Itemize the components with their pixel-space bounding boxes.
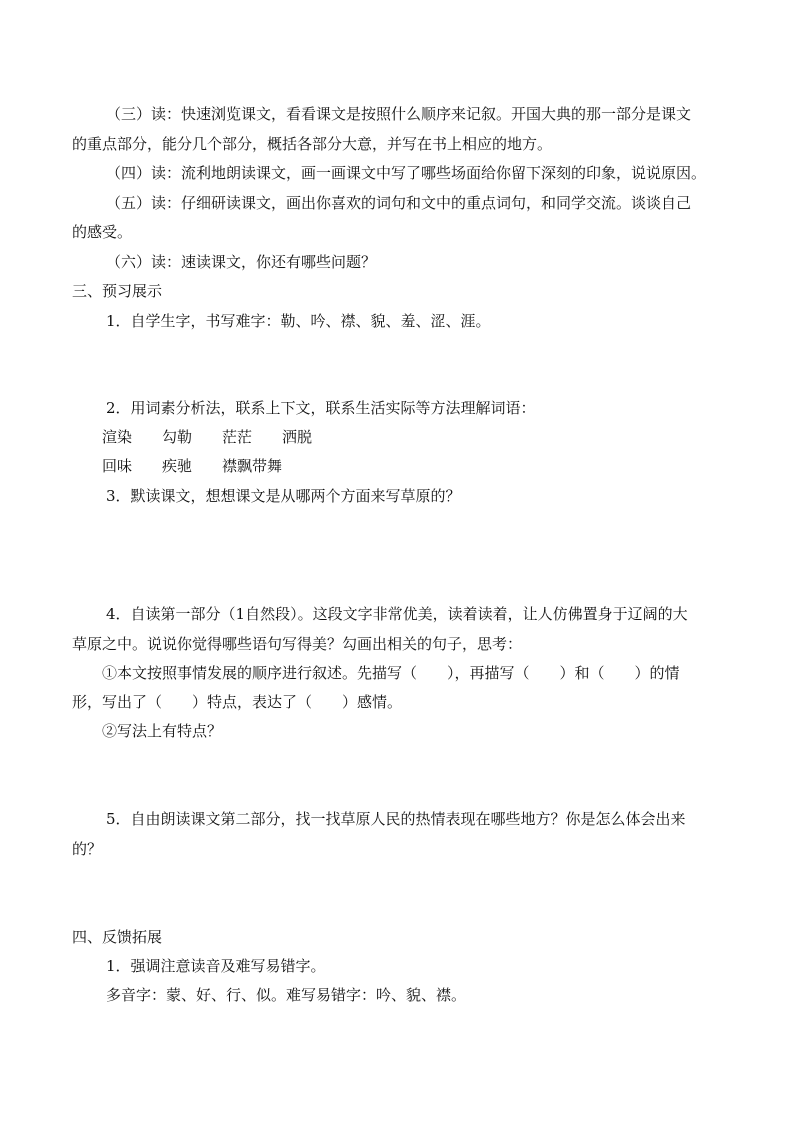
paragraph-reading-5: （五）读：仔细研读课文，画出你喜欢的词句和文中的重点词句，和同学交流。谈谈自己 — [106, 194, 692, 212]
paragraph-reading-3-cont: 的重点部分，能分几个部分，概括各部分大意，并写在书上相应的地方。 — [72, 135, 553, 153]
question-4-item-1: ①本文按照事情发展的顺序进行叙述。先描写（ ），再描写（ ）和（ ）的情 — [102, 664, 680, 682]
vocab-row-1: 渲染 勾勒 茫茫 洒脱 — [102, 428, 313, 446]
question-4-cont: 草原之中。说说你觉得哪些语句写得美？勾画出相关的句子，思考： — [72, 635, 523, 653]
question-4: 4．自读第一部分（1自然段）。这段文字非常优美，读着读着，让人仿佛置身于辽阔的大 — [106, 605, 688, 623]
section-heading-feedback: 四、反馈拓展 — [72, 928, 163, 946]
feedback-item-1: 1．强调注意读音及难写易错字。 — [106, 957, 326, 975]
vocab-row-2: 回味 疾驰 襟飘带舞 — [102, 457, 283, 475]
paragraph-reading-3: （三）读：快速浏览课文，看看课文是按照什么顺序来记叙。开国大典的那一部分是课文 — [106, 105, 692, 123]
paragraph-reading-4: （四）读：流利地朗读课文，画一画课文中写了哪些场面给你留下深刻的印象，说说原因。 — [106, 164, 707, 182]
question-3: 3．默读课文，想想课文是从哪两个方面来写草原的？ — [106, 487, 461, 505]
question-2: 2．用词素分析法，联系上下文，联系生活实际等方法理解词语： — [106, 399, 536, 417]
feedback-item-1-detail: 多音字：蒙、好、行、似。难写易错字：吟、貌、襟。 — [106, 986, 467, 1004]
question-1: 1．自学生字，书写难字：勒、吟、襟、貌、羞、涩、涯。 — [106, 312, 491, 330]
question-5-cont: 的？ — [72, 840, 103, 858]
question-5: 5．自由朗读课文第二部分，找一找草原人民的热情表现在哪些地方？你是怎么体会出来 — [106, 810, 686, 828]
paragraph-reading-6: （六）读：速读课文，你还有哪些问题？ — [106, 253, 377, 271]
question-4-item-1-cont: 形，写出了（ ）特点，表达了（ ）感情。 — [72, 693, 403, 711]
question-4-item-2: ②写法上有特点？ — [102, 722, 223, 740]
section-heading-preview: 三、预习展示 — [72, 282, 163, 300]
paragraph-reading-5-cont: 的感受。 — [72, 223, 133, 241]
